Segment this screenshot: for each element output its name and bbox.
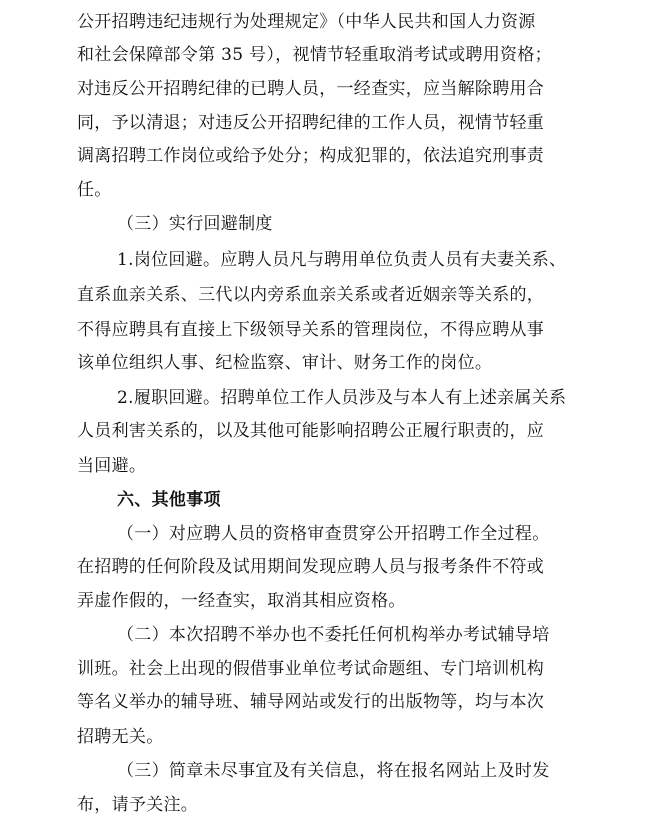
text-line: 同，予以清退；对违反公开招聘纪律的工作人员，视情节轻重 (77, 113, 545, 133)
text-line: 公开招聘违纪违规行为处理规定》（中华人民共和国人力资源 (77, 12, 536, 32)
section-subheading: （三）实行回避制度 (117, 214, 273, 234)
text-line: （三）简章未尽事宜及有关信息，将在报名网站上及时发 (117, 761, 550, 781)
text-line: 1.岗位回避。应聘人员凡与聘用单位负责人员有夫妻关系、 (117, 250, 567, 270)
text-line: 人员利害关系的，以及其他可能影响招聘公正履行职责的，应 (77, 421, 545, 441)
text-line: （二）本次招聘不举办也不委托任何机构举办考试辅导培 (117, 625, 550, 645)
text-line: 招聘无关。 (77, 727, 164, 747)
text-line: 任。 (77, 180, 112, 200)
text-line: 2.履职回避。招聘单位工作人员涉及与本人有上述亲属关系 (117, 388, 567, 408)
text-line: 对违反公开招聘纪律的已聘人员，一经查实，应当解除聘用合 (77, 79, 545, 99)
text-line: 当回避。 (77, 456, 147, 476)
text-line: 弄虚作假的，一经查实，取消其相应资格。 (77, 591, 406, 611)
text-line: 该单位组织人事、纪检监察、审计、财务工作的岗位。 (77, 353, 493, 373)
text-line: 不得应聘具有直接上下级领导关系的管理岗位，不得应聘从事 (77, 320, 545, 340)
text-line: （一）对应聘人员的资格审查贯穿公开招聘工作全过程。 (117, 524, 550, 544)
text-line: 调离招聘工作岗位或给予处分；构成犯罪的，依法追究刑事责 (77, 146, 545, 166)
text-line: 在招聘的任何阶段及试用期间发现应聘人员与报考条件不符或 (77, 557, 545, 577)
text-line: 等名义举办的辅导班、辅导网站或发行的出版物等，均与本次 (77, 692, 545, 712)
text-line: 直系血亲关系、三代以内旁系血亲关系或者近姻亲等关系的， (77, 285, 545, 305)
section-heading: 六、其他事项 (117, 490, 221, 510)
text-line: 和社会保障部令第 35 号），视情节轻重取消考试或聘用资格； (77, 45, 552, 65)
text-line: 布，请予关注。 (77, 795, 199, 815)
text-line: 训班。社会上出现的假借事业单位考试命题组、专门培训机构 (77, 659, 545, 679)
